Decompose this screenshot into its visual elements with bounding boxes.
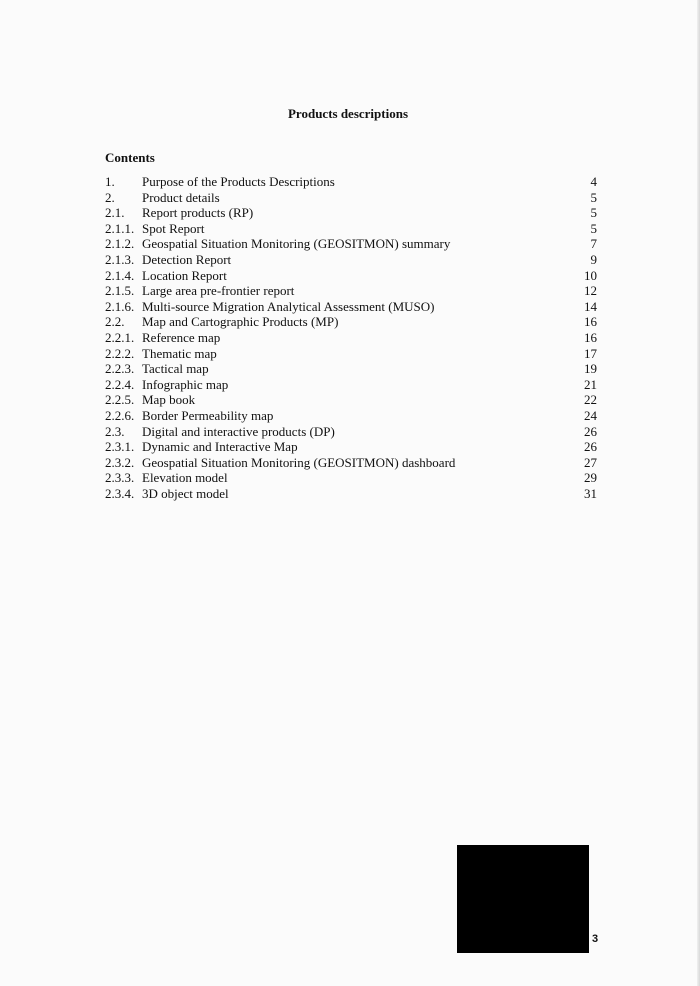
toc-entry-number: 2.3.2.	[105, 454, 135, 470]
toc-entry-title[interactable]: Border Permeability map	[142, 407, 274, 423]
toc-entry[interactable]	[105, 252, 597, 268]
toc-entry[interactable]	[105, 424, 597, 440]
toc-entry-number: 2.1.5.	[105, 283, 135, 299]
toc-entry[interactable]	[105, 455, 597, 471]
toc-entry[interactable]	[105, 346, 597, 362]
toc-entry-page: 5	[590, 205, 597, 221]
toc-entry[interactable]	[105, 377, 597, 393]
toc-entry-number: 2.1.	[105, 205, 125, 221]
toc-entry[interactable]	[105, 439, 597, 455]
toc-entry[interactable]	[105, 314, 597, 330]
toc-entry-title[interactable]: Infographic map	[142, 376, 229, 392]
toc-entry[interactable]	[105, 486, 597, 502]
toc-entry-title[interactable]: 3D object model	[142, 485, 229, 501]
toc-entry-number: 2.3.1.	[105, 439, 135, 455]
toc-entry-number: 2.2.	[105, 314, 125, 330]
toc-entry-page: 5	[590, 220, 597, 236]
toc-entry-page: 7	[590, 236, 597, 252]
toc-entry-page: 9	[590, 251, 597, 267]
toc-entry-title[interactable]: Reference map	[142, 329, 221, 345]
toc-entry-title[interactable]: Thematic map	[142, 345, 217, 361]
toc-entry-page: 22	[584, 392, 597, 408]
redaction-block	[457, 845, 589, 953]
table-of-contents	[105, 174, 597, 501]
page-number: 3	[592, 933, 599, 945]
toc-entry[interactable]	[105, 174, 597, 190]
toc-entry[interactable]	[105, 392, 597, 408]
toc-entry[interactable]	[105, 408, 597, 424]
toc-entry[interactable]	[105, 268, 597, 284]
toc-entry-number: 1.	[105, 174, 115, 189]
toc-entry-page: 16	[584, 314, 597, 330]
toc-entry-title[interactable]: Geospatial Situation Monitoring (GEOSITMON) summary	[142, 236, 451, 252]
toc-entry[interactable]	[105, 470, 597, 486]
toc-entry-title[interactable]: Tactical map	[142, 361, 209, 377]
toc-entry-page: 19	[584, 361, 597, 377]
toc-entry-title[interactable]: Multi-source Migration Analytical Assessment (MUSO)	[142, 298, 435, 314]
toc-entry[interactable]	[105, 221, 597, 237]
toc-entry-title[interactable]: Large area pre-frontier report	[142, 283, 295, 299]
toc-entry-number: 2.1.3.	[105, 251, 135, 267]
toc-entry-number: 2.2.4.	[105, 376, 135, 392]
toc-entry-title[interactable]: Digital and interactive products (DP)	[142, 423, 335, 439]
toc-entry-number: 2.	[105, 189, 115, 205]
toc-entry-title[interactable]: Map and Cartographic Products (MP)	[142, 314, 339, 330]
toc-entry-page: 26	[584, 439, 597, 455]
contents-heading: Contents	[105, 150, 155, 165]
toc-entry-page: 31	[584, 485, 597, 501]
toc-entry-title[interactable]: Purpose of the Products Descriptions	[142, 174, 335, 189]
toc-entry-page: 4	[590, 174, 597, 189]
toc-entry-page: 24	[584, 407, 597, 423]
toc-entry-number: 2.1.4.	[105, 267, 135, 283]
toc-entry-title[interactable]: Map book	[142, 392, 196, 408]
toc-entry[interactable]	[105, 283, 597, 299]
toc-entry-page: 21	[584, 376, 597, 392]
toc-entry[interactable]	[105, 299, 597, 315]
toc-entry-number: 2.2.2.	[105, 345, 135, 361]
toc-entry-page: 10	[584, 267, 597, 283]
toc-entry-page: 26	[584, 423, 597, 439]
toc-entry-number: 2.1.1.	[105, 220, 135, 236]
toc-entry-page: 14	[584, 298, 597, 314]
toc-entry-title[interactable]: Elevation model	[142, 470, 228, 486]
toc-entry-title[interactable]: Detection Report	[142, 251, 232, 267]
toc-entry[interactable]	[105, 330, 597, 346]
toc-entry[interactable]	[105, 205, 597, 221]
toc-entry-number: 2.2.6.	[105, 407, 135, 423]
toc-entry[interactable]	[105, 236, 597, 252]
toc-entry-number: 2.3.	[105, 423, 125, 439]
toc-entry-page: 5	[590, 189, 597, 205]
toc-entry-title[interactable]: Report products (RP)	[142, 205, 254, 221]
toc-entry-page: 12	[584, 283, 597, 299]
toc-entry-number: 2.1.2.	[105, 236, 135, 252]
toc-entry-title[interactable]: Location Report	[142, 267, 227, 283]
toc-entry[interactable]	[105, 361, 597, 377]
toc-entry-page: 17	[584, 345, 597, 361]
toc-entry-page: 29	[584, 470, 597, 486]
toc-entry-number: 2.2.3.	[105, 361, 135, 377]
toc-entry-title[interactable]: Product details	[142, 189, 220, 205]
toc-entry-title[interactable]: Spot Report	[142, 220, 205, 236]
document-title: Products descriptions	[287, 106, 408, 121]
toc-entry[interactable]	[105, 190, 597, 206]
toc-entry-title[interactable]: Geospatial Situation Monitoring (GEOSITMON) dashboard	[142, 454, 456, 470]
toc-entry-number: 2.2.5.	[105, 392, 135, 408]
toc-entry-page: 16	[584, 329, 597, 345]
toc-entry-number: 2.1.6.	[105, 298, 135, 314]
toc-entry-number: 2.3.4.	[105, 485, 135, 501]
toc-entry-number: 2.2.1.	[105, 329, 135, 345]
toc-entry-number: 2.3.3.	[105, 470, 135, 486]
toc-entry-page: 27	[584, 454, 597, 470]
toc-entry-title[interactable]: Dynamic and Interactive Map	[142, 439, 298, 455]
